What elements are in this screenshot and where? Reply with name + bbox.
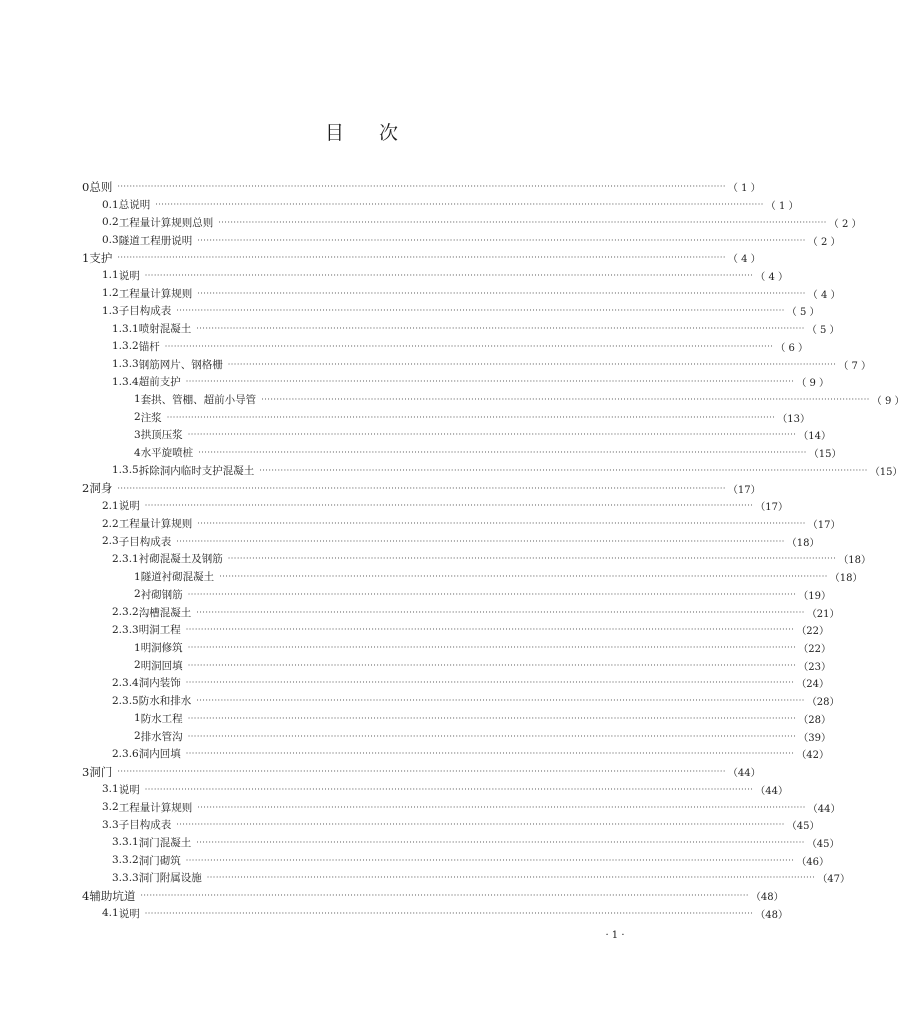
toc-entry[interactable]	[82, 479, 761, 497]
page-number: · 1 ·	[605, 930, 625, 941]
toc-entry[interactable]	[82, 462, 903, 480]
dot-leader: ········································································································································································································	[227, 359, 837, 369]
toc-entry-title: 明洞工程	[138, 624, 181, 637]
toc-entry[interactable]	[82, 798, 841, 816]
dot-leader: ········································································································································································································	[198, 448, 807, 458]
toc-entry-title: 子目构成表	[118, 535, 172, 548]
toc-entry-page: （18）	[838, 555, 872, 567]
toc-entry-page: （22）	[798, 644, 832, 656]
dot-leader: ········································································································································································································	[227, 554, 837, 564]
toc-entry-number: 2	[134, 659, 141, 672]
toc-entry-page: （15）	[869, 466, 903, 478]
toc-entry-number: 4	[82, 888, 90, 903]
toc-entry[interactable]	[82, 302, 820, 320]
toc-entry-page: （39）	[798, 732, 832, 744]
dot-leader: ········································································································································································································	[196, 696, 805, 706]
toc-entry-number: 1.2	[102, 287, 119, 300]
toc-entry-number: 3.3.1	[112, 836, 139, 849]
toc-entry-number: 1.1	[102, 269, 119, 282]
toc-entry-page: （ 4 ）	[727, 254, 761, 266]
toc-entry-title: 子目构成表	[118, 819, 172, 832]
toc-entry-page: （44）	[755, 785, 789, 797]
toc-entry[interactable]	[82, 586, 832, 604]
toc-entry[interactable]	[82, 337, 809, 355]
dot-leader: ········································································································································································································	[197, 235, 806, 245]
toc-entry-title: 注浆	[140, 411, 162, 424]
dot-leader: ········································································································································································································	[144, 270, 754, 280]
dot-leader: ········································································································································································································	[196, 837, 805, 847]
dot-leader: ········································································································································································································	[166, 412, 776, 422]
toc-entry-title: 洞身	[89, 481, 113, 496]
toc-entry[interactable]	[82, 727, 832, 745]
toc-entry-number: 2.3.1	[112, 552, 139, 565]
dot-leader: ········································································································································································································	[196, 324, 805, 334]
toc-entry-title: 工程量计算规则	[118, 801, 193, 814]
toc-entry-number: 4	[134, 446, 141, 459]
toc-entry-title: 说明	[118, 907, 140, 920]
toc-entry[interactable]	[82, 178, 761, 196]
toc-entry[interactable]	[82, 532, 820, 550]
dot-leader: ········································································································································································································	[187, 713, 797, 723]
toc-entry-page: （19）	[798, 590, 832, 602]
toc-entry-number: 3.3.3	[112, 871, 139, 884]
toc-entry-title: 工程量计算规则	[118, 287, 193, 300]
toc-entry-title: 水平旋喷桩	[140, 447, 194, 460]
dot-leader: ········································································································································································································	[176, 306, 785, 316]
toc-entry-page: （ 6 ）	[775, 342, 809, 354]
toc-entry-page: （44）	[727, 768, 761, 780]
toc-entry[interactable]	[82, 674, 830, 692]
toc-entry-page: （44）	[807, 803, 841, 815]
dot-leader: ········································································································································································································	[259, 465, 868, 475]
toc-entry-page: （ 4 ）	[807, 289, 841, 301]
dot-leader: ········································································································································································································	[196, 607, 805, 617]
dot-leader: ········································································································································································································	[187, 643, 797, 653]
toc-entry-title: 拱顶压浆	[140, 429, 183, 442]
toc-entry-number: 2.3.5	[112, 694, 139, 707]
dot-leader: ········································································································································································································	[197, 802, 806, 812]
toc-entry-title: 衬砌钢筋	[140, 588, 183, 601]
toc-entry-number: 1	[134, 712, 141, 725]
toc-entry-page: （28）	[798, 714, 832, 726]
toc-entry-title: 洞内回填	[138, 748, 181, 761]
toc-entry-number: 2	[134, 730, 141, 743]
toc-entry-page: （14）	[798, 431, 832, 443]
dot-leader: ········································································································································································································	[117, 253, 726, 263]
dot-leader: ········································································································································································································	[261, 394, 870, 404]
toc-entry-number: 2.3.4	[112, 676, 139, 689]
toc-entry[interactable]	[82, 284, 841, 302]
toc-entry-title: 总说明	[118, 199, 151, 212]
toc-entry-title: 辅助坑道	[89, 888, 136, 903]
toc-entry-page: （ 5 ）	[786, 307, 820, 319]
title-char-1: 目	[324, 122, 345, 144]
toc-entry-number: 0.2	[102, 216, 119, 229]
toc-entry-number: 2	[134, 411, 141, 424]
toc-entry-page: （18）	[786, 537, 820, 549]
dot-leader: ········································································································································································································	[176, 820, 785, 830]
toc-entry-title: 洞门	[89, 764, 113, 779]
toc-entry-page: （17）	[807, 520, 841, 532]
toc-entry-page: （28）	[806, 697, 840, 709]
dot-leader: ········································································································································································································	[187, 660, 797, 670]
toc-entry[interactable]	[82, 231, 841, 249]
dot-leader: ········································································································································································································	[140, 891, 749, 901]
toc-entry[interactable]	[82, 745, 830, 763]
toc-entry-number: 3	[82, 764, 90, 779]
toc-entry-title: 沟槽混凝土	[138, 606, 192, 619]
toc-entry-page: （ 7 ）	[838, 360, 872, 372]
toc-entry-page: （46）	[796, 856, 830, 868]
toc-entry[interactable]	[82, 834, 840, 852]
dot-leader: ········································································································································································································	[117, 182, 726, 192]
toc-entry[interactable]	[82, 444, 842, 462]
dot-leader: ········································································································································································································	[187, 589, 797, 599]
title-char-2: 次	[379, 122, 400, 144]
toc-entry[interactable]	[82, 904, 789, 922]
toc-entry-page: （ 2 ）	[828, 218, 862, 230]
toc-entry-title: 洞门附属设施	[138, 872, 202, 885]
dot-leader: ········································································································································································································	[117, 767, 726, 777]
toc-entry[interactable]	[82, 373, 830, 391]
toc-entry-page: （15）	[808, 449, 842, 461]
toc-entry-number: 2.3.2	[112, 606, 139, 619]
toc-entry-title: 洞内装饰	[138, 677, 181, 690]
toc-entry-title: 防水工程	[140, 712, 183, 725]
toc-entry[interactable]	[82, 550, 872, 568]
toc-entry-number: 1.3.2	[112, 340, 139, 353]
dot-leader: ········································································································································································································	[144, 784, 754, 794]
toc-entry-title: 钢筋网片、钢格栅	[138, 358, 223, 371]
dot-leader: ········································································································································································································	[144, 908, 754, 918]
toc-entry-page: （18）	[829, 573, 863, 585]
toc-entry[interactable]	[82, 656, 832, 674]
dot-leader: ········································································································································································································	[164, 341, 774, 351]
dot-leader: ········································································································································································································	[185, 678, 795, 688]
dot-leader: ········································································································································································································	[185, 855, 795, 865]
toc-entry-number: 0.1	[102, 198, 119, 211]
toc-entry-number: 2.3.6	[112, 747, 139, 760]
toc-entry[interactable]	[82, 869, 851, 887]
dot-leader: ········································································································································································································	[185, 377, 795, 387]
dot-leader: ········································································································································································································	[206, 873, 816, 883]
toc-entry-title: 喷射混凝土	[138, 323, 192, 336]
dot-leader: ········································································································································································································	[187, 731, 797, 741]
toc-entry-number: 2	[134, 588, 141, 601]
toc-entry[interactable]	[82, 887, 784, 905]
toc-entry-number: 3.2	[102, 801, 119, 814]
toc-entry-title: 隧道衬砌混凝土	[140, 571, 215, 584]
toc-entry[interactable]	[82, 196, 799, 214]
toc-entry[interactable]	[82, 515, 841, 533]
toc-entry[interactable]	[82, 213, 862, 231]
dot-leader: ········································································································································································································	[176, 536, 785, 546]
toc-entry-page: （22）	[796, 626, 830, 638]
toc-entry-page: （13）	[777, 413, 811, 425]
toc-entry[interactable]	[82, 851, 830, 869]
toc-entry[interactable]	[82, 568, 863, 586]
toc-entry-page: （42）	[796, 750, 830, 762]
toc-entry-page: （ 9 ）	[871, 395, 905, 407]
toc-entry-number: 2	[82, 481, 90, 496]
toc-entry-number: 4.1	[102, 907, 119, 920]
toc-entry-title: 子目构成表	[118, 305, 172, 318]
dot-leader: ········································································································································································································	[144, 501, 754, 511]
toc-entry-page: （48）	[750, 892, 784, 904]
toc-entry-title: 洞门砌筑	[138, 854, 181, 867]
toc-entry-page: （45）	[786, 821, 820, 833]
toc-entry-number: 1	[134, 570, 141, 583]
toc-entry-title: 明洞回填	[140, 659, 183, 672]
toc-entry-title: 支护	[89, 250, 113, 265]
toc-entry-number: 1	[82, 250, 90, 265]
toc-entry[interactable]	[82, 320, 840, 338]
dot-leader: ········································································································································································································	[197, 519, 806, 529]
toc-entry-page: （ 5 ）	[806, 325, 840, 337]
toc-entry-number: 1.3.3	[112, 358, 139, 371]
toc-entry-title: 拆除洞内临时支护混凝土	[138, 464, 255, 477]
dot-leader: ········································································································································································································	[187, 430, 797, 440]
toc-entry-number: 3	[134, 428, 141, 441]
toc-entry[interactable]	[82, 710, 832, 728]
toc-entry-page: （ 9 ）	[796, 378, 830, 390]
dot-leader: ········································································································································································································	[219, 572, 828, 582]
toc-entry-page: （47）	[817, 874, 851, 886]
toc-entry-title: 套拱、管棚、超前小导管	[140, 393, 257, 406]
toc-entry-title: 衬砌混凝土及钢筋	[138, 553, 223, 566]
toc-entry[interactable]	[82, 267, 789, 285]
toc-entry[interactable]	[82, 603, 840, 621]
toc-entry-number: 2.3.3	[112, 623, 139, 636]
table-of-contents	[82, 178, 905, 922]
dot-leader: ········································································································································································································	[185, 749, 795, 759]
toc-entry-title: 防水和排水	[138, 695, 192, 708]
toc-entry-number: 3.3	[102, 818, 119, 831]
toc-entry[interactable]	[82, 763, 761, 781]
toc-entry-number: 1.3	[102, 304, 119, 317]
toc-entry-number: 2.2	[102, 517, 119, 530]
toc-entry-title: 说明	[118, 783, 140, 796]
toc-entry-number: 0	[82, 179, 90, 194]
toc-entry[interactable]	[82, 621, 830, 639]
toc-entry[interactable]	[82, 426, 832, 444]
toc-entry-title: 洞门混凝土	[138, 836, 192, 849]
dot-leader: ········································································································································································································	[155, 200, 764, 210]
toc-entry-page: （21）	[806, 608, 840, 620]
dot-leader: ········································································································································································································	[218, 217, 827, 227]
toc-entry-title: 说明	[118, 500, 140, 513]
toc-entry-title: 排水管沟	[140, 730, 183, 743]
toc-entry[interactable]	[82, 391, 905, 409]
page-title	[0, 118, 724, 145]
toc-entry-page: （23）	[798, 661, 832, 673]
toc-entry-title: 工程量计算规则总则	[118, 216, 214, 229]
toc-entry[interactable]	[82, 249, 761, 267]
toc-entry-page: （ 1 ）	[765, 201, 799, 213]
toc-entry-number: 1.3.1	[112, 322, 139, 335]
toc-entry-page: （ 2 ）	[807, 236, 841, 248]
toc-entry-page: （ 4 ）	[755, 271, 789, 283]
toc-entry-number: 2.3	[102, 535, 119, 548]
toc-entry-number: 1.3.5	[112, 464, 139, 477]
dot-leader: ········································································································································································································	[117, 483, 726, 493]
toc-entry-number: 1	[134, 393, 141, 406]
toc-entry-number: 1.3.4	[112, 375, 139, 388]
toc-entry-page: （17）	[727, 484, 761, 496]
dot-leader: ········································································································································································································	[197, 288, 806, 298]
toc-entry[interactable]	[82, 497, 789, 515]
toc-entry-title: 超前支护	[138, 376, 181, 389]
toc-entry-number: 3.1	[102, 783, 119, 796]
toc-entry-number: 3.3.2	[112, 854, 139, 867]
toc-entry-page: （45）	[806, 838, 840, 850]
toc-entry-title: 隧道工程册说明	[118, 234, 193, 247]
toc-entry[interactable]	[82, 408, 811, 426]
toc-entry-number: 1	[134, 641, 141, 654]
toc-entry[interactable]	[82, 692, 840, 710]
toc-entry-page: （ 1 ）	[727, 183, 761, 195]
toc-entry-title: 说明	[118, 269, 140, 282]
toc-entry-title: 总则	[89, 179, 113, 194]
toc-entry[interactable]	[82, 816, 820, 834]
toc-entry-title: 工程量计算规则	[118, 518, 193, 531]
toc-entry-title: 锚杆	[138, 340, 160, 353]
toc-entry[interactable]	[82, 780, 789, 798]
toc-entry-title: 明洞修筑	[140, 642, 183, 655]
toc-entry[interactable]	[82, 355, 872, 373]
toc-entry-page: （48）	[755, 909, 789, 921]
toc-entry-page: （24）	[796, 679, 830, 691]
toc-entry[interactable]	[82, 639, 832, 657]
toc-entry-number: 0.3	[102, 234, 119, 247]
toc-entry-number: 2.1	[102, 499, 119, 512]
dot-leader: ········································································································································································································	[185, 625, 795, 635]
toc-entry-page: （17）	[755, 502, 789, 514]
